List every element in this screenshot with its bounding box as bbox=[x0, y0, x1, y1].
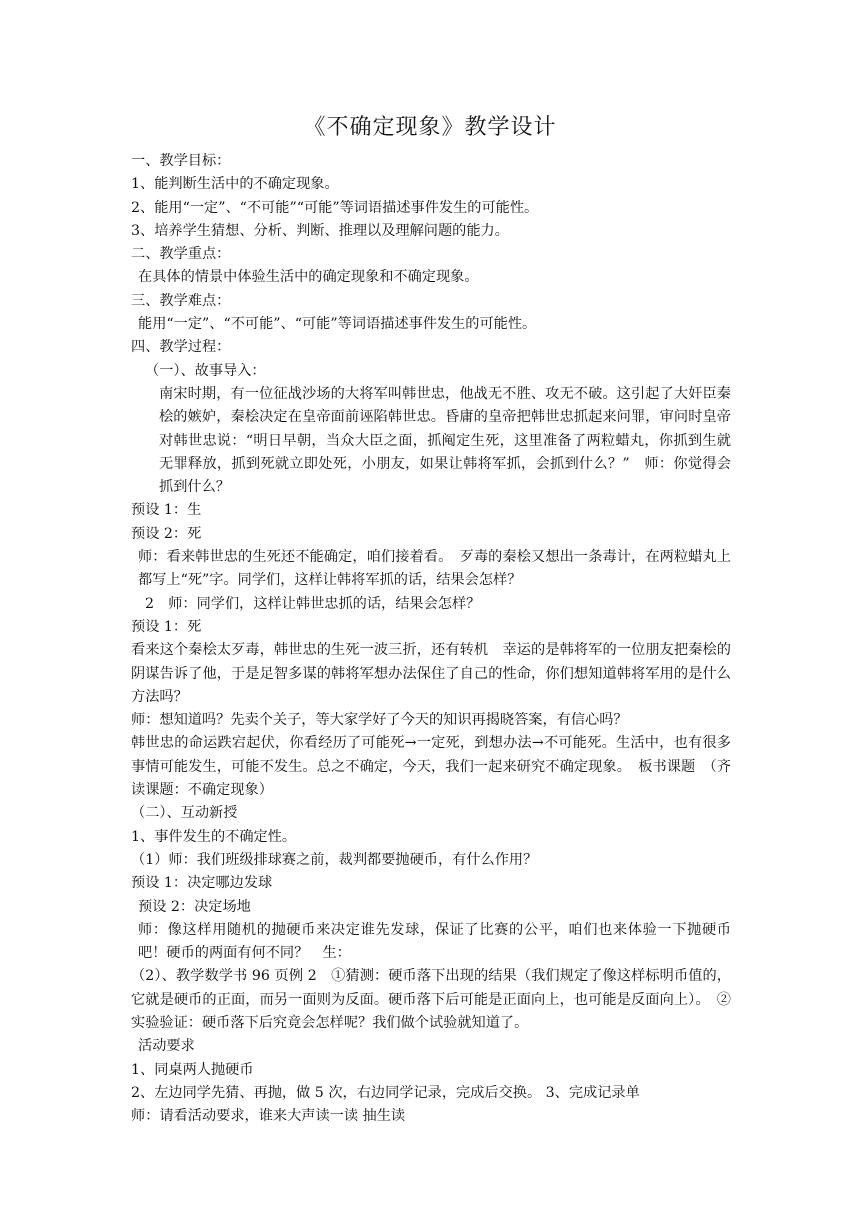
paragraph: 3、培养学生猜想、分析、判断、推理以及理解问题的能力。 bbox=[131, 222, 509, 239]
paragraph: 1、同桌两人抛硬币 bbox=[131, 1061, 254, 1078]
paragraph: 三、教学难点： bbox=[131, 292, 231, 309]
paragraph: 南宋时期，有一位征战沙场的大将军叫韩世忠，他战无不胜、攻无不破。这引起了大奸臣秦桧的嫉妒，秦桧决定在皇帝面前诬陷韩世忠。昏庸的皇帝把韩世忠抓起来问罪，审问时皇帝对韩世忠说：“明日早朝，当众大臣之面，抓阄定生死，这里准备了两粒蜡丸，你抓到生就无罪释放，抓到死就立即处死，小朋友，如果让韩将军抓，会抓到什么？” 师：你觉得会抓到什么？ bbox=[159, 385, 731, 496]
paragraph: 预设 2：决定场地 bbox=[138, 898, 251, 915]
paragraph: 1、能判断生活中的不确定现象。 bbox=[131, 176, 339, 193]
paragraph: 预设 1：生 bbox=[131, 502, 202, 519]
paragraph: （二）、互动新授 bbox=[131, 805, 238, 822]
paragraph: 师：想知道吗？先卖个关子，等大家学好了今天的知识再揭晓答案，有信心吗？ bbox=[131, 712, 628, 729]
paragraph: 一、教学目标： bbox=[131, 153, 231, 169]
paragraph: 师：请看活动要求，谁来大声读一读 抽生读 bbox=[131, 1108, 406, 1125]
paragraph: 2、能用“一定”、“不可能”“可能”等词语描述事件发生的可能性。 bbox=[131, 199, 539, 216]
paragraph: 1、事件发生的不确定性。 bbox=[131, 828, 297, 845]
paragraph: 二、教学重点： bbox=[131, 246, 231, 263]
paragraph: （2）、教学数学书 96 页例 2 ①猜测：硬币落下出现的结果（我们规定了像这样标明币值的，它就是硬币的正面，而另一面则为反面。硬币落下后可能是正面向上，也可能是反面向上）。 ②实验验证：硬币落下后究竟会怎样呢？我们做个试验就知道了。 bbox=[131, 968, 731, 1031]
paragraph: 活动要求 bbox=[138, 1038, 195, 1055]
paragraph: 2 师：同学们，这样让韩世忠抓的话，结果会怎样？ bbox=[145, 595, 481, 612]
paragraph: 韩世忠的命运跌宕起伏，你看经历了可能死→一定死，到想办法→不可能死。生活中，也有很多事情可能发生，可能不发生。总之不确定，今天，我们一起来研究不确定现象。 板书课题 （齐读课题：不确定现象） bbox=[131, 735, 731, 799]
document-title: 《不确定现象》教学设计 bbox=[303, 115, 557, 140]
paragraph: 师：看来韩世忠的生死还不能确定，咱们接着看。 歹毒的秦桧又想出一条毒计，在两粒蜡丸上都写上“死”字。同学们，这样让韩将军抓的话，结果会怎样？ bbox=[138, 549, 731, 589]
paragraph: 能用“一定”、“不可能”、“可能”等词语描述事件发生的可能性。 bbox=[138, 316, 537, 333]
paragraph: 看来这个秦桧太歹毒，韩世忠的生死一波三折，还有转机 幸运的是韩将军的一位朋友把秦桧的阴谋告诉了他，于是足智多谋的韩将军想办法保住了自己的性命，你们想知道韩将军用的是什么方法吗？ bbox=[131, 642, 731, 705]
paragraph: 四、教学过程： bbox=[131, 339, 231, 356]
paragraph: 2、左边同学先猜、再抛，做 5 次，右边同学记录，完成后交换。 3、完成记录单 bbox=[131, 1084, 640, 1101]
paragraph: 预设 1：死 bbox=[131, 618, 202, 635]
paragraph: 预设 2：死 bbox=[131, 525, 202, 542]
document-body bbox=[131, 150, 731, 1128]
paragraph: （1）师：我们班级排球赛之前，裁判都要抛硬币，有什么作用？ bbox=[131, 851, 538, 868]
paragraph: 师：像这样用随机的抛硬币来决定谁先发球，保证了比赛的公平，咱们也来体验一下抛硬币吧！硬币的两面有何不同？ 生： bbox=[138, 921, 731, 962]
paragraph: （一）、故事导入： bbox=[145, 362, 266, 379]
paragraph: 在具体的情景中体验生活中的确定现象和不确定现象。 bbox=[138, 269, 479, 286]
paragraph: 预设 1：决定哪边发球 bbox=[131, 875, 273, 892]
